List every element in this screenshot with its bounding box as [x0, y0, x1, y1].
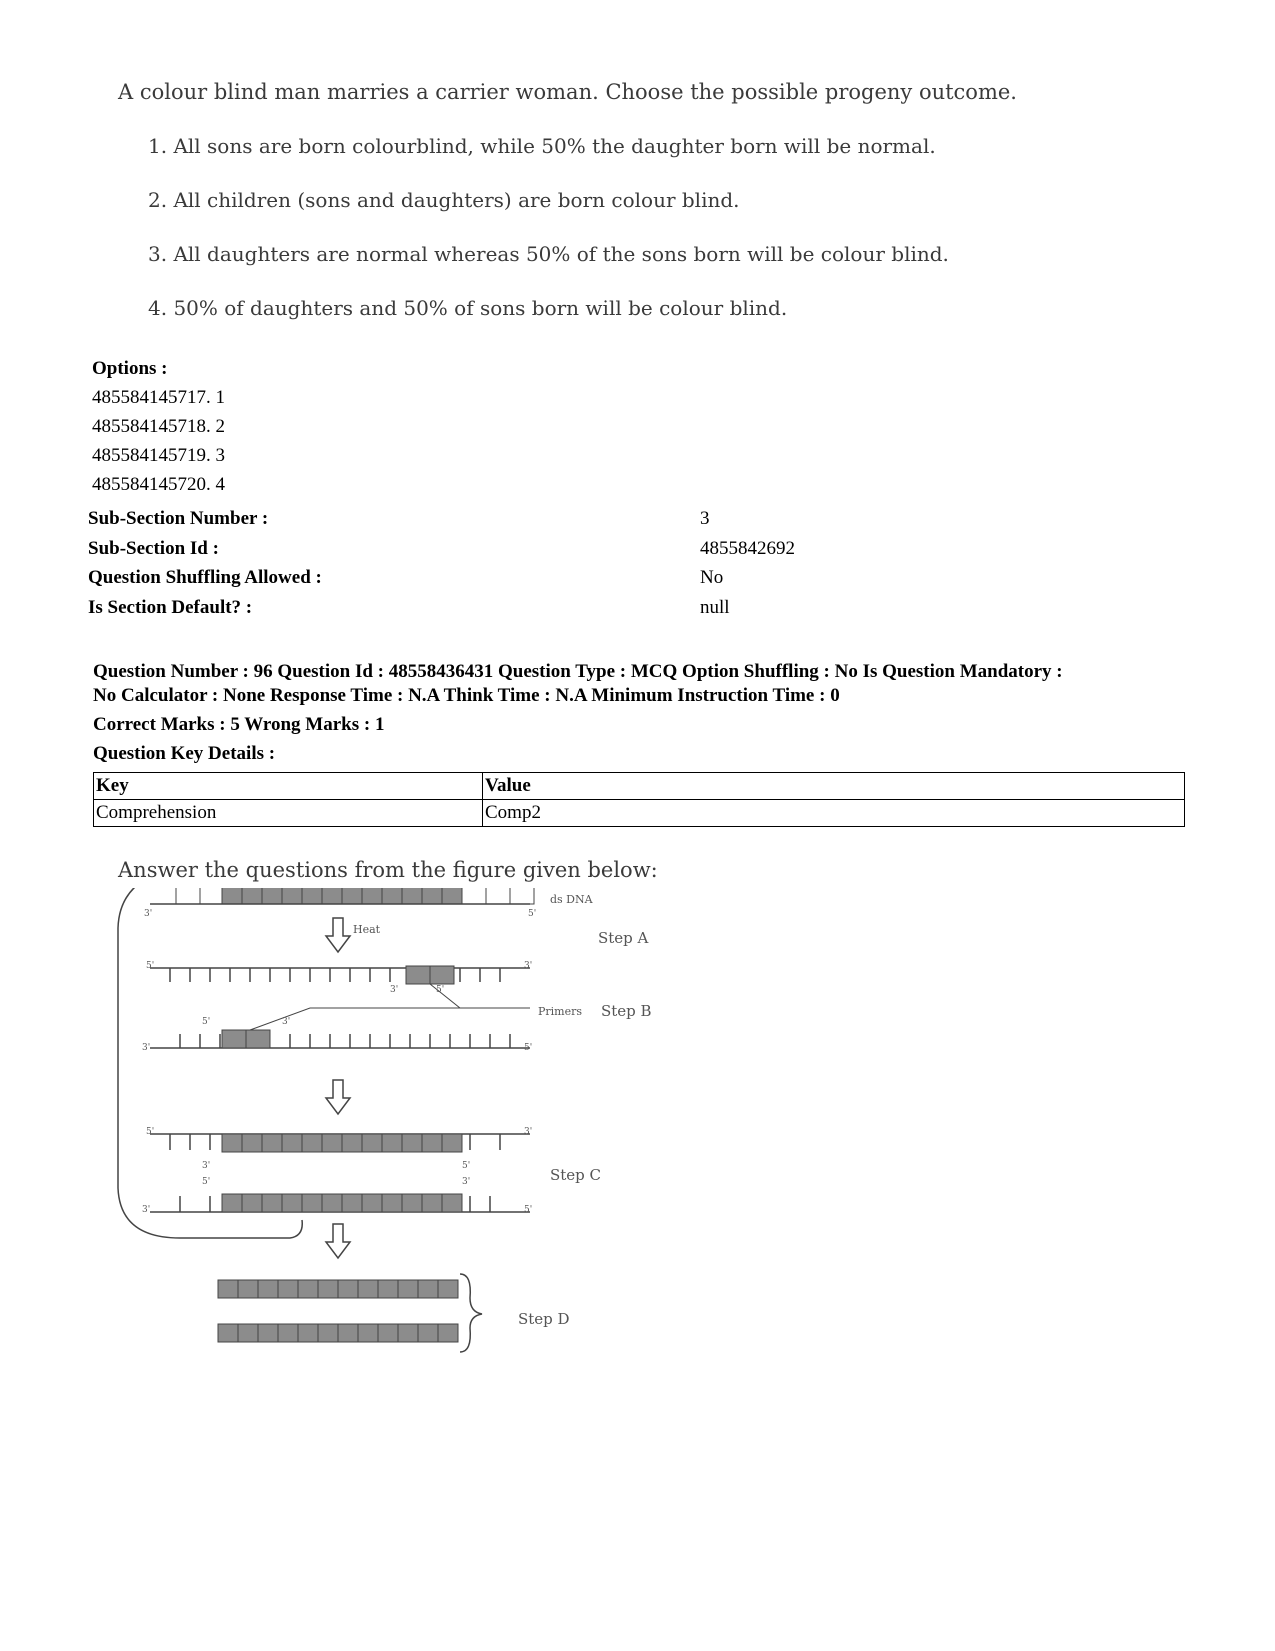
step-b-label: Step B: [601, 1002, 652, 1020]
ds-white-box: [176, 888, 200, 904]
heat-label: Heat: [353, 923, 381, 936]
step-d-product-1-box: [218, 1280, 238, 1298]
c1-5prime: 5': [146, 1127, 155, 1137]
step-c-product-box: [222, 1134, 242, 1152]
step-c-product-box: [242, 1134, 262, 1152]
ds-target-box: [322, 888, 342, 904]
step-d-product-2-box: [218, 1324, 238, 1342]
step-d-product-1-box: [298, 1280, 318, 1298]
primer-1-box: [430, 966, 454, 984]
step-c-product-box: [382, 1194, 402, 1212]
ds-target-box: [402, 888, 422, 904]
step-a-label: Step A: [598, 929, 649, 947]
primer2-5prime: 5': [202, 1017, 211, 1027]
ds-target-box: [382, 888, 402, 904]
ds-target-box: [442, 888, 462, 904]
primers-label: Primers: [538, 1005, 583, 1018]
value-cell: Comp2: [483, 800, 1185, 827]
primer1-3prime: 3': [390, 985, 399, 995]
c2-inner-5prime: 5': [202, 1177, 211, 1187]
ds-5prime-bottom: 5': [528, 909, 537, 919]
step-d-product-1-box: [238, 1280, 258, 1298]
question-shuffling-label: Question Shuffling Allowed :: [88, 567, 322, 588]
question-info: [93, 660, 1203, 766]
subsection-number-label: Sub-Section Number :: [88, 508, 269, 529]
c2-inner-3prime: 3': [462, 1177, 471, 1187]
step-d-product-1-box: [438, 1280, 458, 1298]
step-d-product-1-box: [398, 1280, 418, 1298]
step-d-brace: [460, 1274, 482, 1352]
step-c-product-box: [262, 1134, 282, 1152]
ds-target-box: [282, 888, 302, 904]
ds-target-box: [302, 888, 322, 904]
b-5prime: 5': [524, 1043, 533, 1053]
question-choices: [148, 134, 949, 350]
marks-line: Correct Marks : 5 Wrong Marks : 1: [93, 714, 385, 735]
option-item-2: 485584145718. 2: [92, 416, 225, 437]
key-table-header: [94, 773, 1185, 800]
ds-target-box: [342, 888, 362, 904]
step-d-product-2-box: [298, 1324, 318, 1342]
step-d-product-2-box: [378, 1324, 398, 1342]
primer-2-box: [246, 1030, 270, 1048]
c2-3prime: 3': [142, 1205, 151, 1215]
option-item-3: 485584145719. 3: [92, 445, 225, 466]
step-d-product-1-box: [378, 1280, 398, 1298]
primer1-5prime: 5': [436, 985, 445, 995]
pcr-shapes: [118, 888, 537, 1352]
choice-3: 3. All daughters are normal whereas 50% of the sons born will be colour blind.: [148, 242, 949, 266]
step-c-product-box: [362, 1194, 382, 1212]
ds-white-box: [510, 888, 534, 904]
step-c-product-box: [342, 1194, 362, 1212]
step-c-product-box: [222, 1194, 242, 1212]
ds-target-box: [222, 888, 242, 904]
choice-2: 2. All children (sons and daughters) are born colour blind.: [148, 188, 740, 212]
a-5prime: 5': [146, 961, 155, 971]
subsection-meta: [88, 508, 795, 626]
amplification-arrow: [326, 1224, 350, 1258]
ds-target-box: [262, 888, 282, 904]
step-d-product-2-box: [278, 1324, 298, 1342]
choice-4: 4. 50% of daughters and 50% of sons born will be colour blind.: [148, 296, 788, 320]
question-shuffling-row: [88, 567, 724, 597]
key-details-label: Question Key Details :: [93, 743, 276, 764]
step-d-product-2-box: [338, 1324, 358, 1342]
question-info-line-1: Question Number : 96 Question Id : 48558436431 Question Type : MCQ Option Shuffling : No Is Question Mandatory :: [93, 661, 1063, 682]
step-c-product-box: [322, 1134, 342, 1152]
step-c-product-box: [422, 1194, 442, 1212]
value-header: Value: [483, 773, 1185, 800]
step-d-product-2-box: [418, 1324, 438, 1342]
step-c-product-box: [442, 1194, 462, 1212]
choice-1: 1. All sons are born colourblind, while 50% the daughter born will be normal.: [148, 134, 936, 158]
option-item-4: 485584145720. 4: [92, 474, 225, 495]
step-d-product-2-box: [398, 1324, 418, 1342]
step-c-product-box: [342, 1134, 362, 1152]
step-d-product-2-box: [438, 1324, 458, 1342]
subsection-number-value: 3: [700, 508, 710, 529]
question-stem: A colour blind man marries a carrier woman. Choose the possible progeny outcome.: [118, 80, 1017, 104]
step-c-product-box: [262, 1194, 282, 1212]
subsection-id-value: 4855842692: [700, 537, 795, 559]
options-block: [92, 358, 225, 503]
step-c-product-box: [282, 1194, 302, 1212]
step-c-product-box: [302, 1194, 322, 1212]
ds-target-box: [362, 888, 382, 904]
key-table: [93, 772, 1185, 827]
step-c-product-box: [362, 1134, 382, 1152]
key-table-row: [94, 800, 1185, 827]
step-d-product-2-box: [358, 1324, 378, 1342]
heat-arrow: [326, 918, 350, 952]
a-3prime: 3': [524, 961, 533, 971]
key-header: Key: [94, 773, 483, 800]
figure-title: Answer the questions from the figure given below:: [118, 858, 658, 882]
ds-target-box: [422, 888, 442, 904]
ds-white-box: [200, 888, 224, 904]
step-d-product-1-box: [358, 1280, 378, 1298]
step-c-product-box: [402, 1194, 422, 1212]
section-default-row: [88, 596, 730, 627]
step-d-label: Step D: [518, 1310, 570, 1328]
ds-3prime-bottom: 3': [144, 909, 153, 919]
step-c-product-box: [422, 1134, 442, 1152]
step-c-product-box: [382, 1134, 402, 1152]
extension-arrow: [326, 1080, 350, 1114]
question-info-line-2: No Calculator : None Response Time : N.A Think Time : N.A Minimum Instruction Time : 0: [93, 685, 840, 706]
step-c-product-box: [242, 1194, 262, 1212]
ds-dna-label: ds DNA: [550, 893, 593, 906]
step-d-product-2-box: [258, 1324, 278, 1342]
subsection-number-row: [88, 508, 710, 538]
section-default-value: null: [700, 596, 730, 618]
c1-inner-5prime: 5': [462, 1161, 471, 1171]
step-d-product-1-box: [418, 1280, 438, 1298]
c2-5prime: 5': [524, 1205, 533, 1215]
primer2-3prime: 3': [282, 1017, 291, 1027]
section-default-label: Is Section Default? :: [88, 596, 253, 618]
step-d-product-2-box: [318, 1324, 338, 1342]
pcr-diagram: [110, 888, 670, 1388]
primer-2-box: [222, 1030, 246, 1048]
key-cell: Comprehension: [94, 800, 483, 827]
step-d-product-1-box: [278, 1280, 298, 1298]
primer-pointer-1: [430, 984, 530, 1008]
step-c-product-box: [442, 1134, 462, 1152]
step-d-product-1-box: [318, 1280, 338, 1298]
step-c-product-box: [282, 1134, 302, 1152]
c1-3prime: 3': [524, 1127, 533, 1137]
b-3prime: 3': [142, 1043, 151, 1053]
subsection-id-row: [88, 537, 795, 568]
question-shuffling-value: No: [700, 567, 724, 588]
step-d-product-1-box: [338, 1280, 358, 1298]
ds-white-box: [462, 888, 486, 904]
step-c-label: Step C: [550, 1166, 602, 1184]
step-c-product-box: [322, 1194, 342, 1212]
step-c-product-box: [302, 1134, 322, 1152]
options-label: Options :: [92, 358, 168, 379]
step-c-product-box: [402, 1134, 422, 1152]
step-d-product-1-box: [258, 1280, 278, 1298]
option-item-1: 485584145717. 1: [92, 387, 225, 408]
ds-target-box: [242, 888, 262, 904]
ds-white-box: [486, 888, 510, 904]
subsection-id-label: Sub-Section Id :: [88, 537, 219, 559]
step-d-product-2-box: [238, 1324, 258, 1342]
primer-1-box: [406, 966, 430, 984]
c1-inner-3prime: 3': [202, 1161, 211, 1171]
